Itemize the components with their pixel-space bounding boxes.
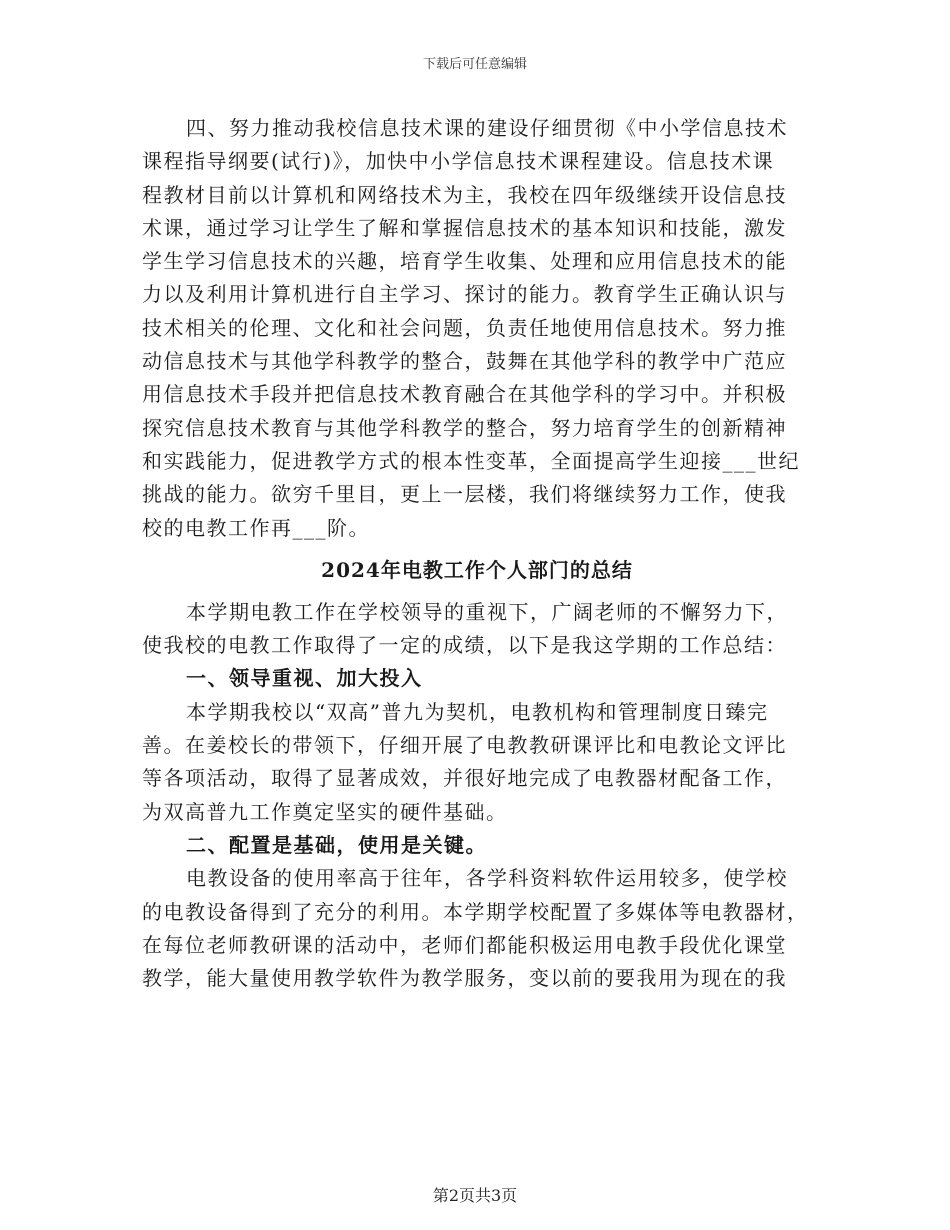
text-line: 探究信息技术教育与其他学科教学的整合，努力培育学生的创新精神 (142, 415, 787, 440)
section-heading-1: 一、领导重视、加大投入 (186, 666, 423, 691)
text-line: 程教材目前以计算机和网络技术为主，我校在四年级继续开设信息技 (142, 182, 787, 207)
text-line: 技术相关的伦理、文化和社会问题，负责任地使用信息技术。努力推 (142, 315, 787, 340)
text-line: 学生学习信息技术的兴趣，培育学生收集、处理和应用信息技术的能 (142, 249, 787, 274)
text-line: 术课，通过学习让学生了解和掌握信息技术的基本知识和技能，激发 (142, 215, 787, 240)
text-line: 用信息技术手段并把信息技术教育融合在其他学科的学习中。并积极 (142, 382, 787, 407)
intro-paragraph (142, 596, 812, 663)
text-line: 本学期电教工作在学校领导的重视下，广阔老师的不懈努力下， (186, 599, 788, 624)
text-line: 课程指导纲要(试行)》，加快中小学信息技术课程建设。信息技术课 (142, 149, 775, 174)
text-line: 的电教设备得到了充分的利用。本学期学校配置了多媒体等电教器材， (142, 899, 809, 924)
text-line: 和实践能力，促进教学方式的根本性变革，全面提高学生迎接___世纪 (142, 448, 800, 473)
page-footer: 第2页共3页 (432, 1186, 518, 1205)
document-body (142, 112, 812, 995)
text-line: 电教设备的使用率高于往年，各学科资料软件运用较多，使学校 (186, 866, 788, 891)
text-line: 动信息技术与其他学科教学的整合，鼓舞在其他学科的教学中广范应 (142, 349, 787, 374)
text-line: 为双高普九工作奠定坚实的硬件基础。 (142, 799, 508, 824)
text-line: 本学期我校以“双高”普九为契机，电教机构和管理制度日臻完 (186, 699, 769, 724)
text-line: 善。在姜校长的带领下，仔细开展了电教教研课评比和电教论文评比 (142, 733, 787, 758)
page-header: 下载后可任意编辑 (422, 57, 527, 72)
text-line: 力以及利用计算机进行自主学习、探讨的能力。教育学生正确认识与 (142, 282, 787, 307)
text-line: 校的电教工作再___阶。 (142, 515, 370, 540)
document-title: 2024年电教工作个人部门的总结 (321, 557, 633, 582)
text-line: 在每位老师教研课的活动中，老师们都能积极运用电教手段优化课堂 (142, 932, 787, 957)
section-heading-2: 二、配置是基础，使用是关键。 (186, 832, 487, 857)
paragraph-2 (142, 862, 812, 995)
text-line: 教学，能大量使用教学软件为教学服务，变以前的要我用为现在的我 (142, 966, 787, 991)
text-line: 挑战的能力。欲穷千里目，更上一层楼，我们将继续努力工作，使我 (142, 482, 787, 507)
section-four (142, 112, 812, 545)
text-line: 四、努力推动我校信息技术课的建设仔细贯彻《中小学信息技术 (186, 116, 788, 140)
text-line: 等各项活动，取得了显著成效，并很好地完成了电教器材配备工作， (142, 766, 787, 791)
paragraph-1 (142, 696, 812, 829)
text-line: 使我校的电教工作取得了一定的成绩，以下是我这学期的工作总结： (142, 633, 787, 658)
